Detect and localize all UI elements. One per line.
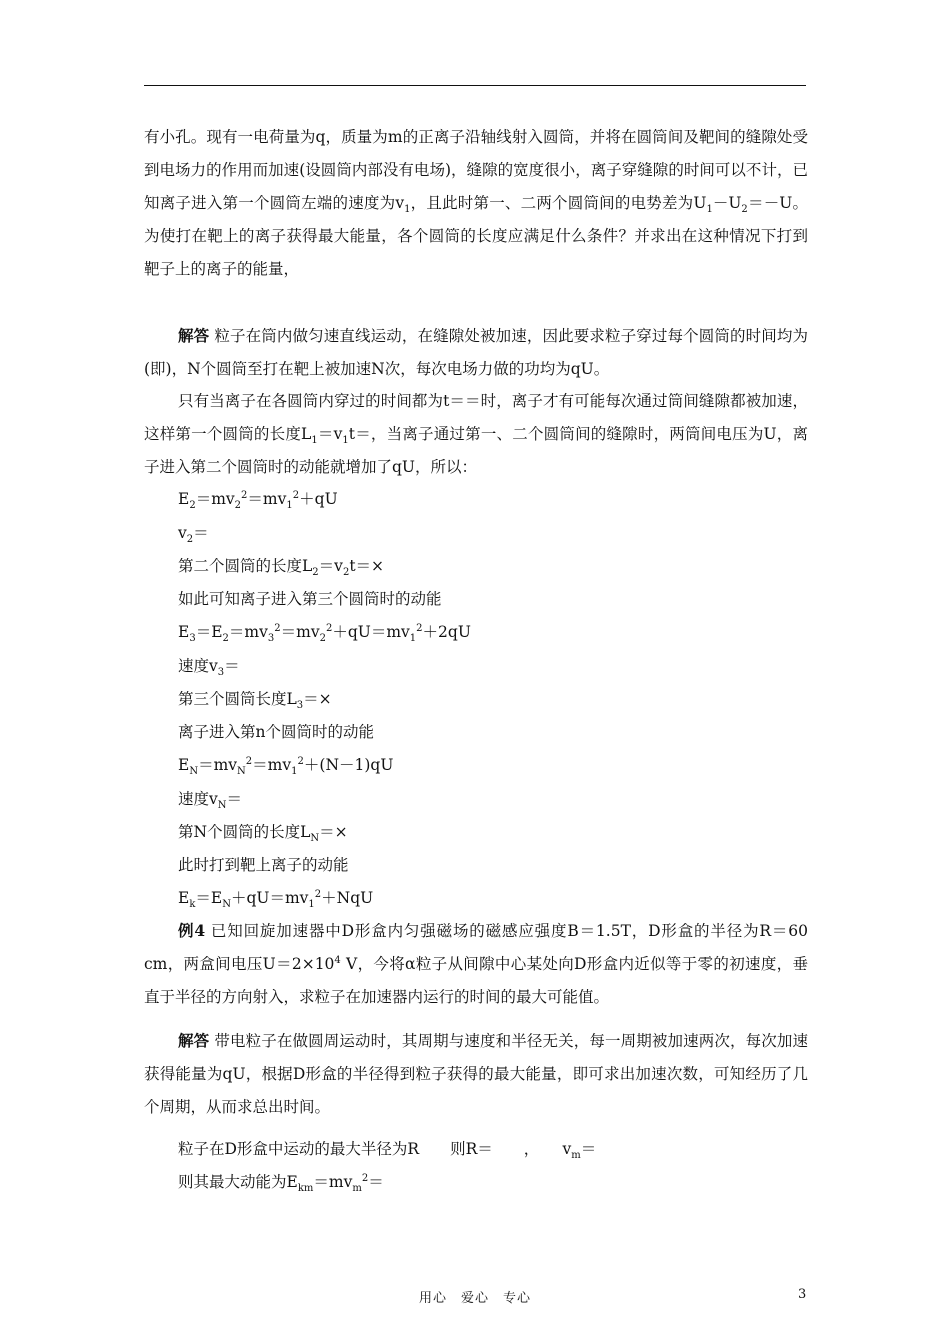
equation-vn: 速度$v_N=$	[178, 790, 243, 812]
text-line-nth: 离子进入第n个圆筒时的动能	[178, 723, 374, 741]
text-line-target: 此时打到靶上离子的动能	[178, 856, 349, 874]
header-rule	[144, 85, 806, 86]
equation-l2: 第二个圆筒的长度$L_2=v_2t=\times$	[178, 557, 385, 579]
equation-l3: 第三个圆筒长度$L_3=\times$	[178, 690, 332, 712]
text-line-third: 如此可知离子进入第三个圆筒时的动能	[178, 590, 442, 608]
equation-v3: 速度$v_3=$	[178, 657, 240, 679]
equation-ek: $E_k=E_N+qU=mv_1^2+NqU$	[178, 888, 374, 911]
footer-slogan: 用心 爱心 专心	[418, 1291, 531, 1306]
equation-ekm: 则其最大动能为$E_{km}=mv_m^2=$	[178, 1172, 384, 1195]
answer-paragraph-2: 解答 带电粒子在做圆周运动时，其周期与速度和半径无关，每一周期被加速两次，每次加速获得能量为qU，根据D形盒的半径得到粒子获得的最大能量，即可求出加速次数，可知经历了几个周期，从而求总出时间。	[144, 1031, 808, 1116]
equation-v2: $v_2=$	[178, 524, 209, 546]
explanation-paragraph: 只有当离子在各圆筒内穿过的时间都为t＝＝时，离子才有可能每次通过筒间缝隙都被加速，这样第一个圆筒的长度$L_1=v_1t=$，当离子通过第一、二个圆筒间的缝隙时，两筒间电压为U，离子进入第二个圆筒时的动能就增加了qU，所以：	[144, 392, 808, 476]
equation-e2: $E_2=mv_2^2=mv_1^2+qU$	[178, 489, 338, 512]
problem-paragraph: 有小孔。现有一电荷量为q，质量为m的正离子沿轴线射入圆筒，并将在圆筒间及靶间的缝隙处受到电场力的作用而加速(设圆筒内部没有电场)，缝隙的宽度很小，离子穿缝隙的时间可以不计，已知离子进入第一个圆筒左端的速度为$v_1$，且此时第一、二两个圆筒间的电势差为$U_1-U_2=-U$。为使打在靶上的离子获得最大能量，各个圆筒的长度应满足什么条件？并求出在这种情况下打到靶子上的离子的能量，	[144, 128, 808, 278]
equation-e3: $E_3=E_2=mv_3^2=mv_2^2+qU=mv_1^2+2qU$	[178, 622, 471, 645]
example-4-paragraph: 例4 已知回旋加速器中D形盒内匀强磁场的磁感应强度B＝1.5T，D形盒的半径为R＝60 cm，两盒间电压$U=2\times 10^4$ V，今将α粒子从间隙中心某处向D形盒内近似等于零的初速度，垂直于半径的方向射入，求粒子在加速器内运行的时间的最大可能值。	[144, 921, 808, 1006]
equation-radius: 粒子在D形盒中运动的最大半径为R 则R＝ ， $v_m=$	[178, 1140, 597, 1162]
equation-ln: 第N个圆筒的长度$L_N=\times$	[178, 823, 348, 845]
answer-paragraph-1: 解答 粒子在筒内做匀速直线运动，在缝隙处被加速，因此要求粒子穿过每个圆筒的时间均为(即)，N个圆筒至打在靶上被加速N次，每次电场力做的功均为qU。	[144, 326, 808, 378]
page-number: 3	[798, 1287, 807, 1302]
equation-en: $E_N=mv_N^2=mv_1^2+(N-1)qU$	[178, 755, 394, 778]
